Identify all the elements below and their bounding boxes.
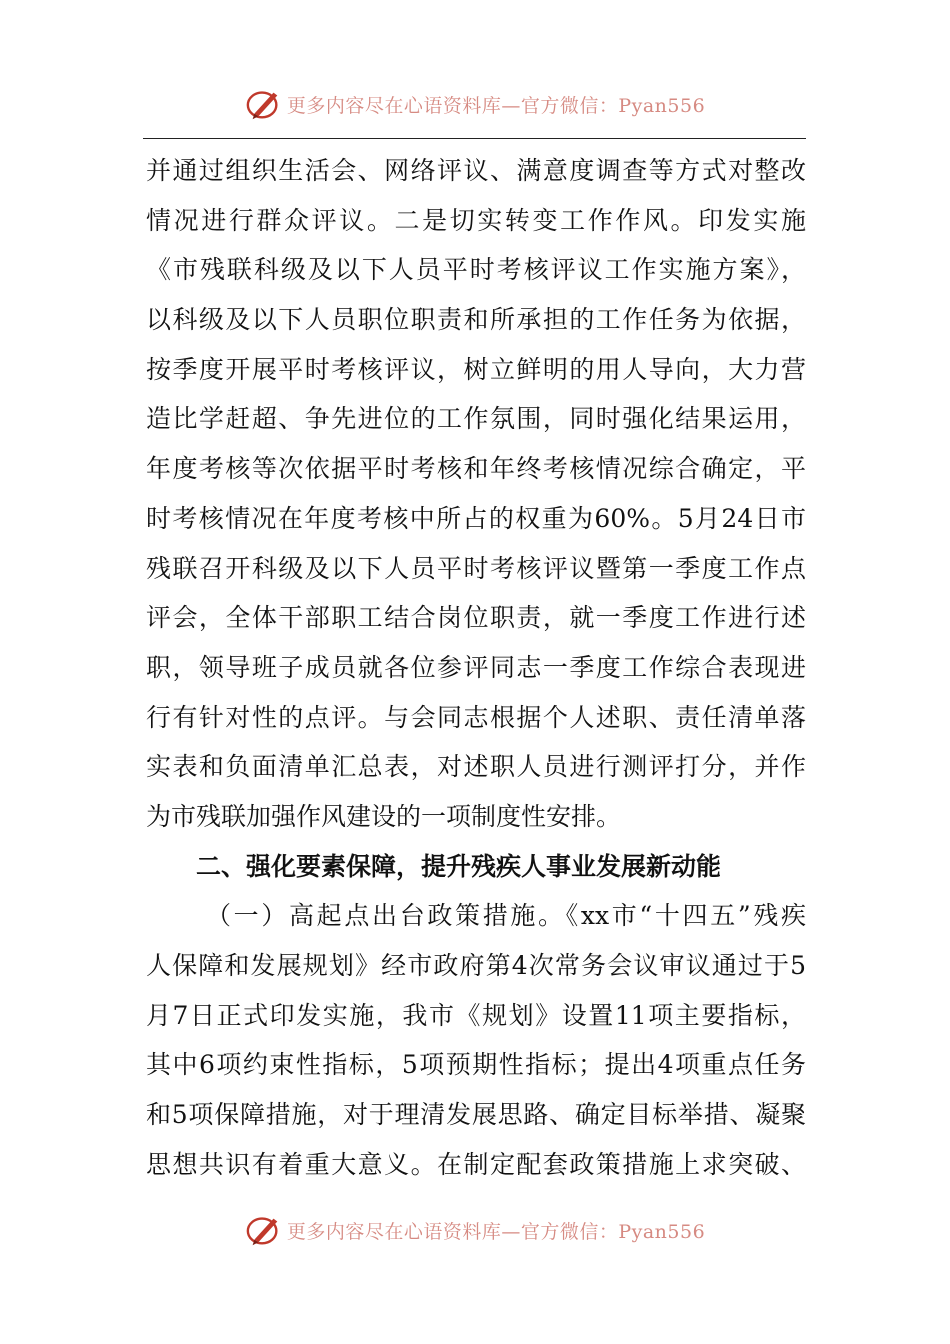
body-line: 按季度开展平时考核评议，树立鲜明的用人导向，大力营: [146, 354, 806, 384]
body-line: 行有针对性的点评。与会同志根据个人述职、责任清单落: [146, 702, 806, 732]
body-line: 情况进行群众评议。二是切实转变工作作风。印发实施: [146, 205, 806, 235]
body-line: 《市残联科级及以下人员平时考核评议工作实施方案》，: [146, 255, 806, 285]
body-line: 评会，全体干部职工结合岗位职责，就一季度工作进行述: [146, 603, 806, 633]
body-line: 职，领导班子成员就各位参评同志一季度工作综合表现进: [146, 652, 806, 682]
body-line: 为市残联加强作风建设的一项制度性安排。: [146, 801, 622, 831]
pen-logo-icon: [245, 85, 283, 123]
section-line: （一）高起点出台政策措施。《xx市“十四五”残疾: [206, 901, 806, 931]
body-line: 造比学赶超、争先进位的工作氛围，同时强化结果运用，: [146, 404, 806, 434]
body-line: 以科级及以下人员职位职责和所承担的工作任务为依据，: [146, 305, 806, 335]
section-line: 月7日正式印发实施，我市《规划》设置11项主要指标，: [146, 1000, 806, 1030]
pen-logo-icon: [245, 1211, 283, 1249]
document-body: [146, 146, 806, 1189]
body-line: 残联召开科级及以下人员平时考核评议暨第一季度工作点: [146, 553, 806, 583]
section-line: 其中6项约束性指标，5项预期性指标；提出4项重点任务: [146, 1050, 806, 1080]
section-line: 人保障和发展规划》经市政府第4次常务会议审议通过于5: [146, 951, 806, 980]
header-divider: [143, 138, 806, 139]
section-line: 和5项保障措施，对于理清发展思路、确定目标举措、凝聚: [146, 1100, 806, 1130]
body-line: 实表和负面清单汇总表，对述职人员进行测评打分，并作: [146, 752, 806, 782]
section-line: 思想共识有着重大意义。在制定配套政策措施上求突破、: [146, 1149, 806, 1179]
body-line: 时考核情况在年度考核中所占的权重为60%。5月24日市: [146, 503, 806, 533]
body-line: 年度考核等次依据平时考核和年终考核情况综合确定，平: [146, 454, 806, 484]
footer-watermark-text: 更多内容尽在心语资料库—官方微信：Pyan556: [286, 1220, 706, 1243]
footer-watermark: [0, 1210, 950, 1250]
body-line: 并通过组织生活会、网络评议、满意度调查等方式对整改: [146, 156, 806, 185]
header-watermark: [0, 84, 950, 124]
section-heading: 二、强化要素保障，提升残疾人事业发展新动能: [196, 851, 722, 881]
header-watermark-text: 更多内容尽在心语资料库—官方微信：Pyan556: [286, 94, 706, 117]
